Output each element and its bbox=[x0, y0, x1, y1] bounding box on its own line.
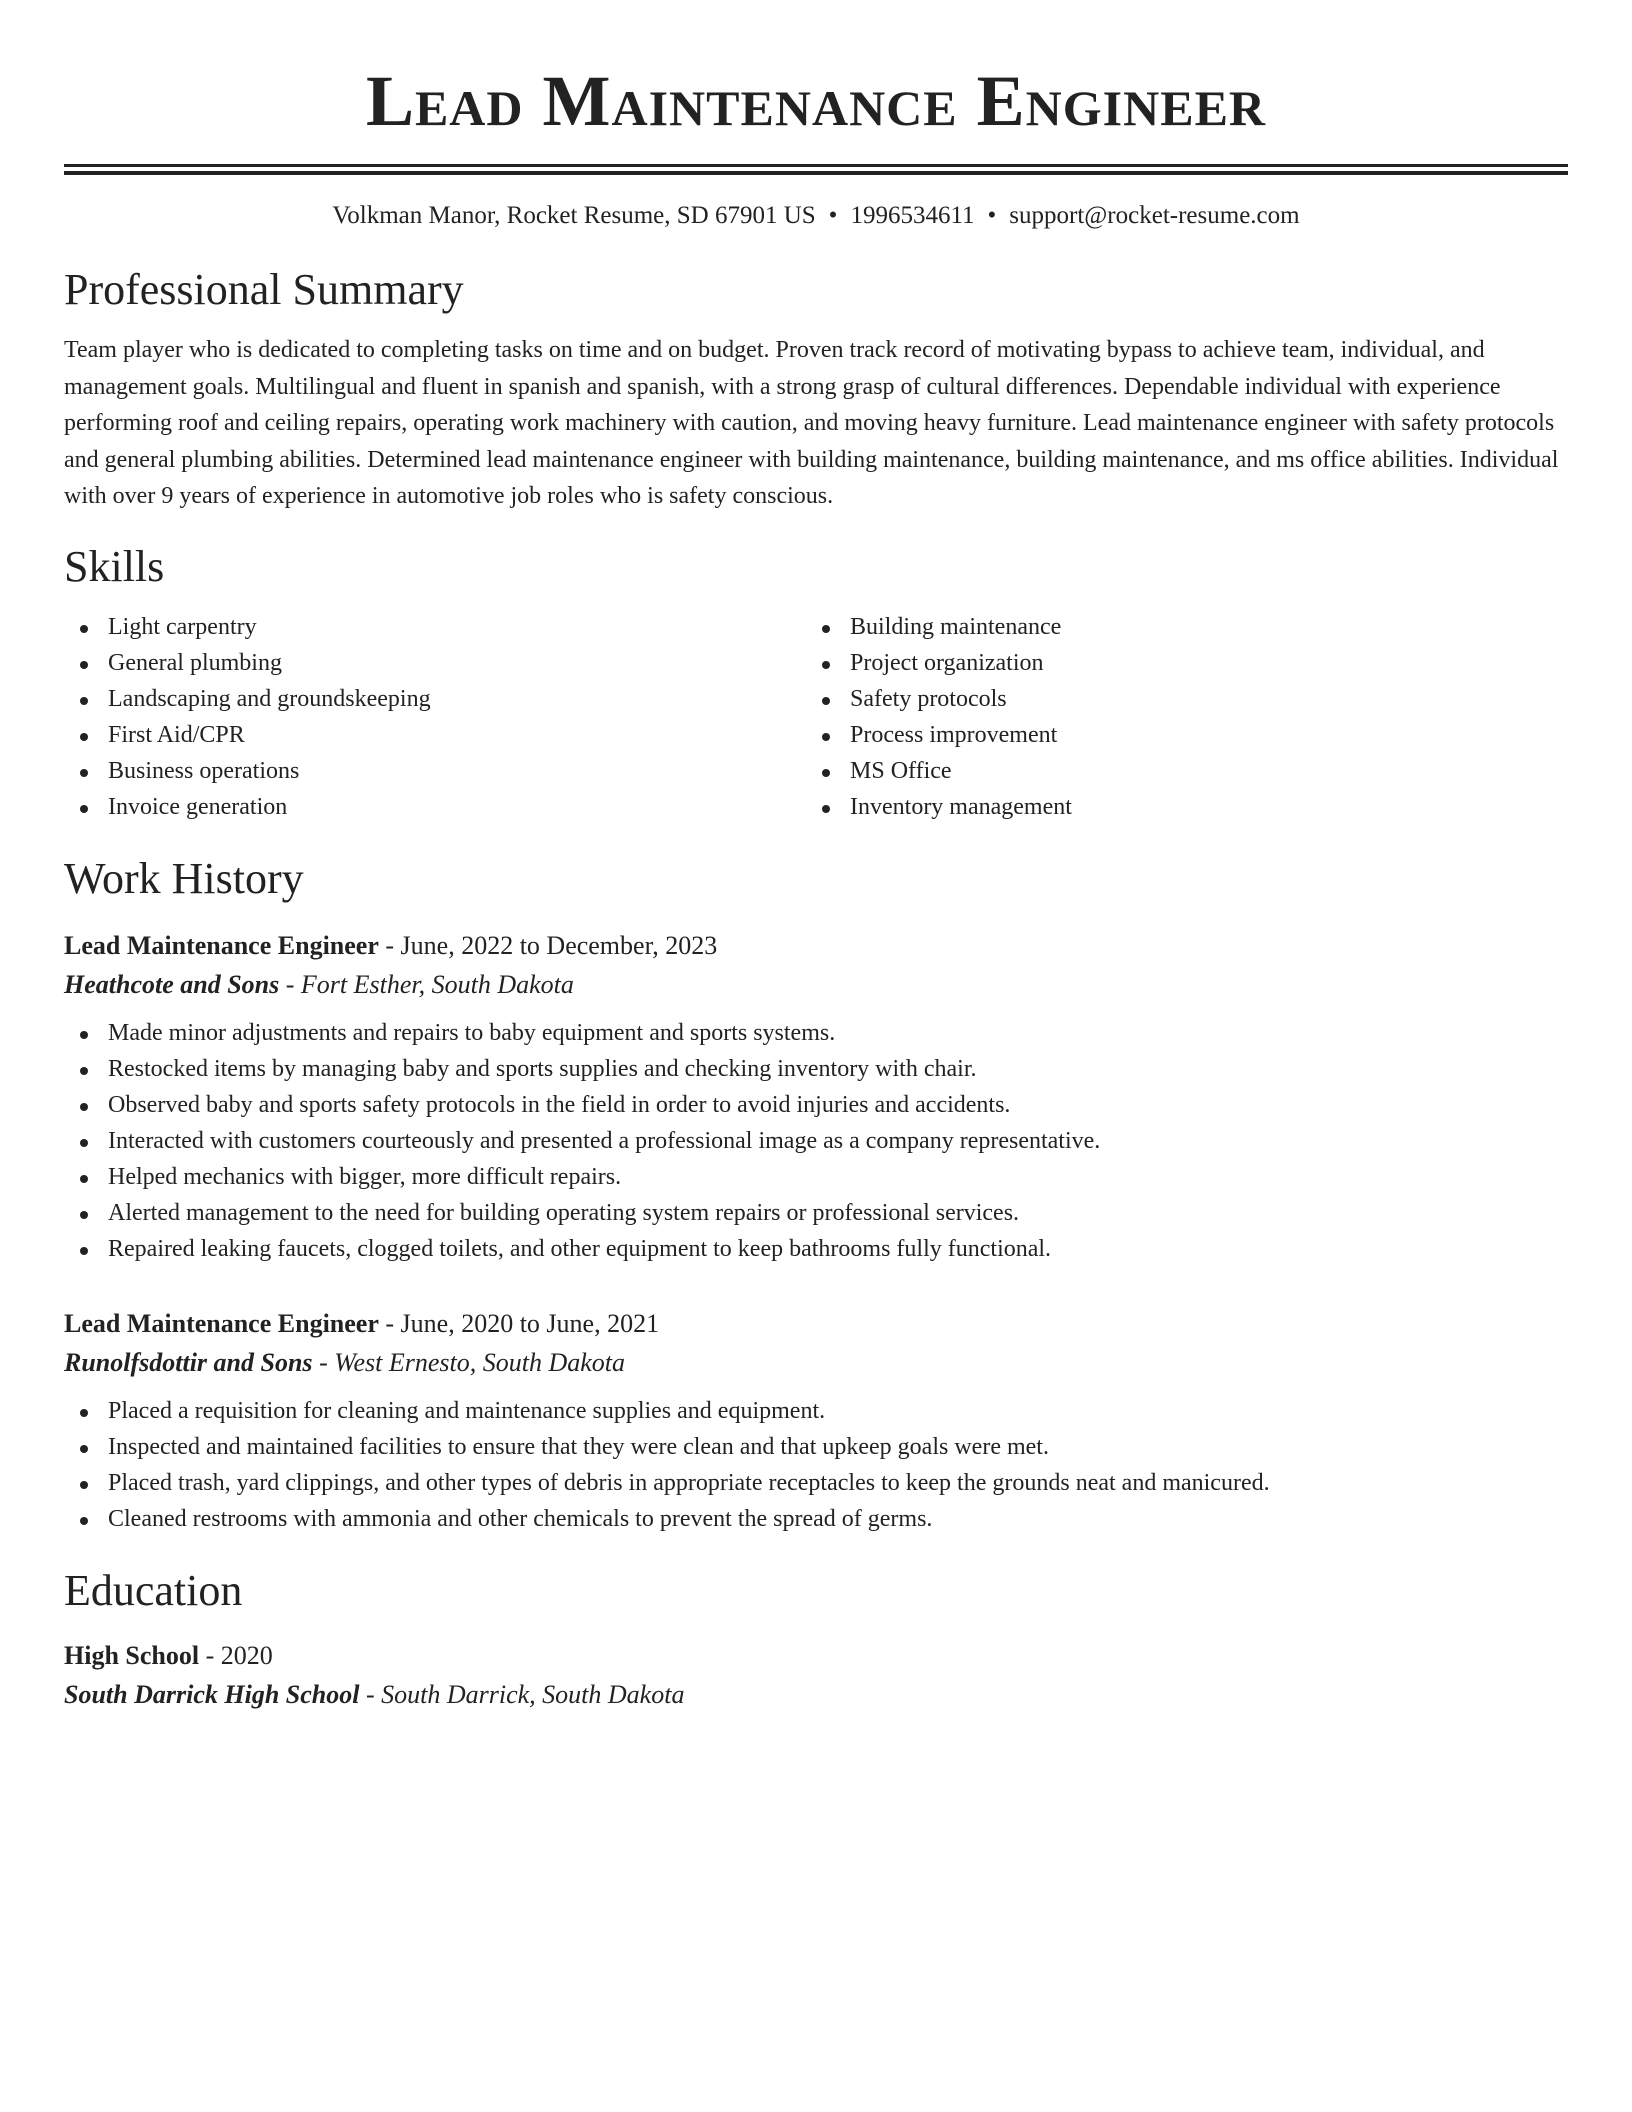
education-entry bbox=[64, 1637, 1568, 1715]
job-company: Heathcote and Sons bbox=[64, 969, 280, 999]
skill-item: Business operations bbox=[64, 753, 806, 789]
skill-item: Invoice generation bbox=[64, 789, 806, 825]
job-dates: - June, 2020 to June, 2021 bbox=[378, 1308, 660, 1338]
skills-list bbox=[64, 609, 1568, 825]
skill-item: General plumbing bbox=[64, 645, 806, 681]
job-duties bbox=[64, 1015, 1568, 1267]
education-school: South Darrick High School bbox=[64, 1679, 360, 1709]
job-entry bbox=[64, 927, 1568, 1267]
skill-item: First Aid/CPR bbox=[64, 717, 806, 753]
education-school-line bbox=[64, 1675, 1568, 1715]
skill-item: Building maintenance bbox=[806, 609, 1548, 645]
job-company: Runolfsdottir and Sons bbox=[64, 1347, 313, 1377]
job-header bbox=[64, 927, 1568, 965]
job-title: Lead Maintenance Engineer bbox=[64, 930, 379, 960]
education-year: - 2020 bbox=[199, 1640, 273, 1670]
job-duty: Restocked items by managing baby and sports supplies and checking inventory with chair. bbox=[64, 1051, 1568, 1087]
job-duty: Repaired leaking faucets, clogged toilets, and other equipment to keep bathrooms fully functional. bbox=[64, 1231, 1568, 1267]
skill-item: Process improvement bbox=[806, 717, 1548, 753]
job-entry bbox=[64, 1305, 1568, 1537]
skill-item: Project organization bbox=[806, 645, 1548, 681]
contact-address: Volkman Manor, Rocket Resume, SD 67901 US bbox=[332, 202, 816, 229]
job-location: - West Ernesto, South Dakota bbox=[312, 1347, 626, 1377]
contact-separator: • bbox=[828, 202, 838, 229]
skill-item: Light carpentry bbox=[64, 609, 806, 645]
job-title: Lead Maintenance Engineer bbox=[64, 1308, 379, 1338]
job-duty: Cleaned restrooms with ammonia and other chemicals to prevent the spread of germs. bbox=[64, 1501, 1568, 1537]
job-duty: Observed baby and sports safety protocols in the field in order to avoid injuries and accidents. bbox=[64, 1087, 1568, 1123]
contact-phone: 1996534611 bbox=[850, 202, 975, 229]
education-degree: High School bbox=[64, 1640, 200, 1670]
job-duty: Interacted with customers courteously and presented a professional image as a company representative. bbox=[64, 1123, 1568, 1159]
job-duty: Made minor adjustments and repairs to baby equipment and sports systems. bbox=[64, 1015, 1568, 1051]
skills-heading: Skills bbox=[64, 541, 165, 591]
skill-item: MS Office bbox=[806, 753, 1548, 789]
contact-line bbox=[64, 200, 1568, 232]
work-history-heading: Work History bbox=[64, 853, 304, 903]
job-employer bbox=[64, 1343, 1568, 1383]
job-location: - Fort Esther, South Dakota bbox=[279, 969, 574, 999]
skill-item: Safety protocols bbox=[806, 681, 1548, 717]
education-heading: Education bbox=[64, 1565, 243, 1615]
education-header bbox=[64, 1637, 1568, 1675]
job-duty: Placed a requisition for cleaning and maintenance supplies and equipment. bbox=[64, 1393, 1568, 1429]
skills-column-left bbox=[64, 609, 806, 825]
job-header bbox=[64, 1305, 1568, 1343]
header-divider bbox=[64, 164, 1568, 175]
summary-heading: Professional Summary bbox=[64, 265, 464, 314]
education-location: - South Darrick, South Dakota bbox=[359, 1679, 685, 1709]
contact-email: support@rocket-resume.com bbox=[1009, 202, 1300, 229]
job-duty: Alerted management to the need for building operating system repairs or professional services. bbox=[64, 1195, 1568, 1231]
job-dates: - June, 2022 to December, 2023 bbox=[378, 930, 718, 960]
skill-item: Inventory management bbox=[806, 789, 1548, 825]
job-employer bbox=[64, 965, 1568, 1005]
skills-column-right bbox=[806, 609, 1548, 825]
job-duty: Placed trash, yard clippings, and other types of debris in appropriate receptacles to keep the grounds neat and manicured. bbox=[64, 1465, 1568, 1501]
skill-item: Landscaping and groundskeeping bbox=[64, 681, 806, 717]
job-duties bbox=[64, 1393, 1568, 1537]
resume-page bbox=[64, 0, 1568, 1715]
contact-separator: • bbox=[987, 202, 997, 229]
job-duty: Helped mechanics with bigger, more difficult repairs. bbox=[64, 1159, 1568, 1195]
summary-text: Team player who is dedicated to completing tasks on time and on budget. Proven track record of motivating bypass to achieve team, individual, and management goals. Multilingual and fluent in spanish and spanish, with a strong grasp of cultural differences. Dependable individual with experience performing roof and ceiling repairs, operating work machinery with caution, and moving heavy furniture. Lead maintenance engineer with safety protocols and general plumbing abilities. Determined lead maintenance engineer with building maintenance, building maintenance, and ms office abilities. Individual with over 9 years of experience in automotive job roles who is safety conscious. bbox=[64, 337, 1559, 509]
job-duty: Inspected and maintained facilities to ensure that they were clean and that upkeep goals were met. bbox=[64, 1429, 1568, 1465]
resume-name: Lead Maintenance Engineer bbox=[365, 61, 1267, 141]
